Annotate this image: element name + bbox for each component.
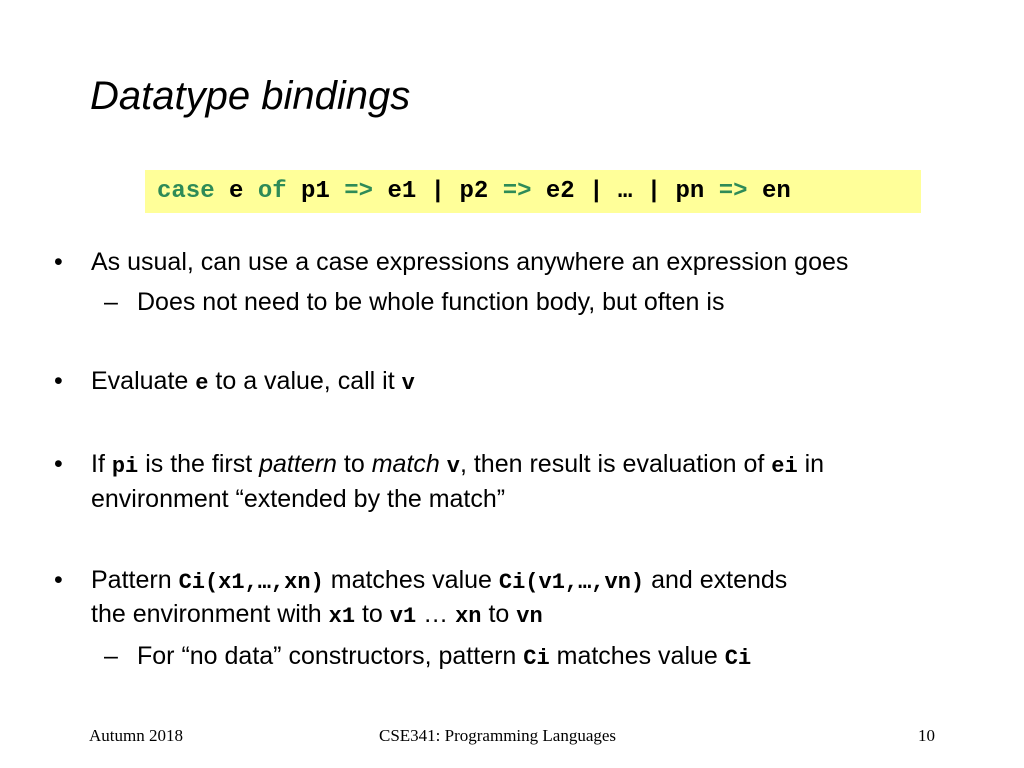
code-run: Ci	[724, 646, 752, 671]
code-en: en	[747, 178, 791, 205]
text-run: to	[355, 600, 390, 628]
text-run: For “no data” constructors, pattern	[137, 642, 524, 670]
text-run: …	[416, 600, 456, 628]
text-run: matches value	[549, 642, 725, 670]
code-run: xn	[455, 604, 482, 629]
bullet-2-text	[91, 367, 415, 396]
text-run: and extends	[644, 566, 788, 594]
case-syntax-box	[145, 170, 921, 213]
text-run: Pattern	[91, 566, 179, 594]
bullet-marker: •	[54, 450, 63, 478]
bullet-4-line2	[91, 600, 543, 629]
bullet-4-sub	[137, 642, 751, 671]
arrow-2: =>	[502, 178, 532, 205]
bullet-3-text	[91, 450, 824, 479]
footer-date: Autumn 2018	[89, 726, 183, 745]
code-p1: p1	[286, 178, 345, 205]
text-run: matches value	[323, 566, 499, 594]
code-run: x1	[328, 604, 356, 629]
bullet-marker: •	[54, 566, 63, 594]
bullet-1-text: As usual, can use a case expressions anywhere an expression goes	[91, 248, 849, 276]
bullet-1-sub: Does not need to be whole function body, but often is	[137, 288, 725, 316]
slide-title: Datatype bindings	[90, 74, 411, 118]
sub-bullet-marker: –	[104, 288, 118, 316]
code-run: Ci(v1,…,vn)	[498, 570, 645, 595]
text-run: to	[481, 600, 517, 628]
code-run: vn	[516, 604, 543, 629]
italic-run: match	[371, 450, 440, 478]
bullet-3-line2: environment “extended by the match”	[91, 485, 506, 513]
bullet-4-text	[91, 566, 787, 595]
code-run: pi	[111, 454, 139, 479]
text-run: Evaluate	[91, 367, 196, 395]
code-e2-pn: e2 | … | pn	[531, 178, 719, 205]
arrow-1: =>	[344, 178, 374, 205]
sub-bullet-marker: –	[104, 642, 118, 670]
text-run: If	[91, 450, 112, 478]
page-number: 10	[918, 726, 935, 745]
text-run: the environment with	[91, 600, 329, 628]
code-e: e	[214, 178, 258, 205]
text-run: , then result is evaluation of	[459, 450, 772, 478]
code-run: ei	[771, 454, 798, 479]
code-run: e	[195, 371, 209, 396]
italic-run: pattern	[259, 450, 337, 478]
code-run: v	[401, 371, 415, 396]
arrow-3: =>	[718, 178, 748, 205]
text-run: to a value, call it	[208, 367, 402, 395]
text-run: to	[336, 450, 372, 478]
keyword-of: of	[257, 178, 287, 205]
bullet-marker: •	[54, 248, 63, 276]
footer-course: CSE341: Programming Languages	[379, 726, 617, 745]
code-run: v	[446, 454, 460, 479]
code-run: Ci	[523, 646, 550, 671]
bullet-marker: •	[54, 367, 63, 395]
code-run: Ci(x1,…,xn)	[178, 570, 324, 595]
text-run: is the first	[138, 450, 260, 478]
text-run: in	[797, 450, 825, 478]
code-e1-p2: e1 | p2	[373, 178, 503, 205]
keyword-case: case	[157, 178, 215, 205]
code-run: v1	[389, 604, 417, 629]
